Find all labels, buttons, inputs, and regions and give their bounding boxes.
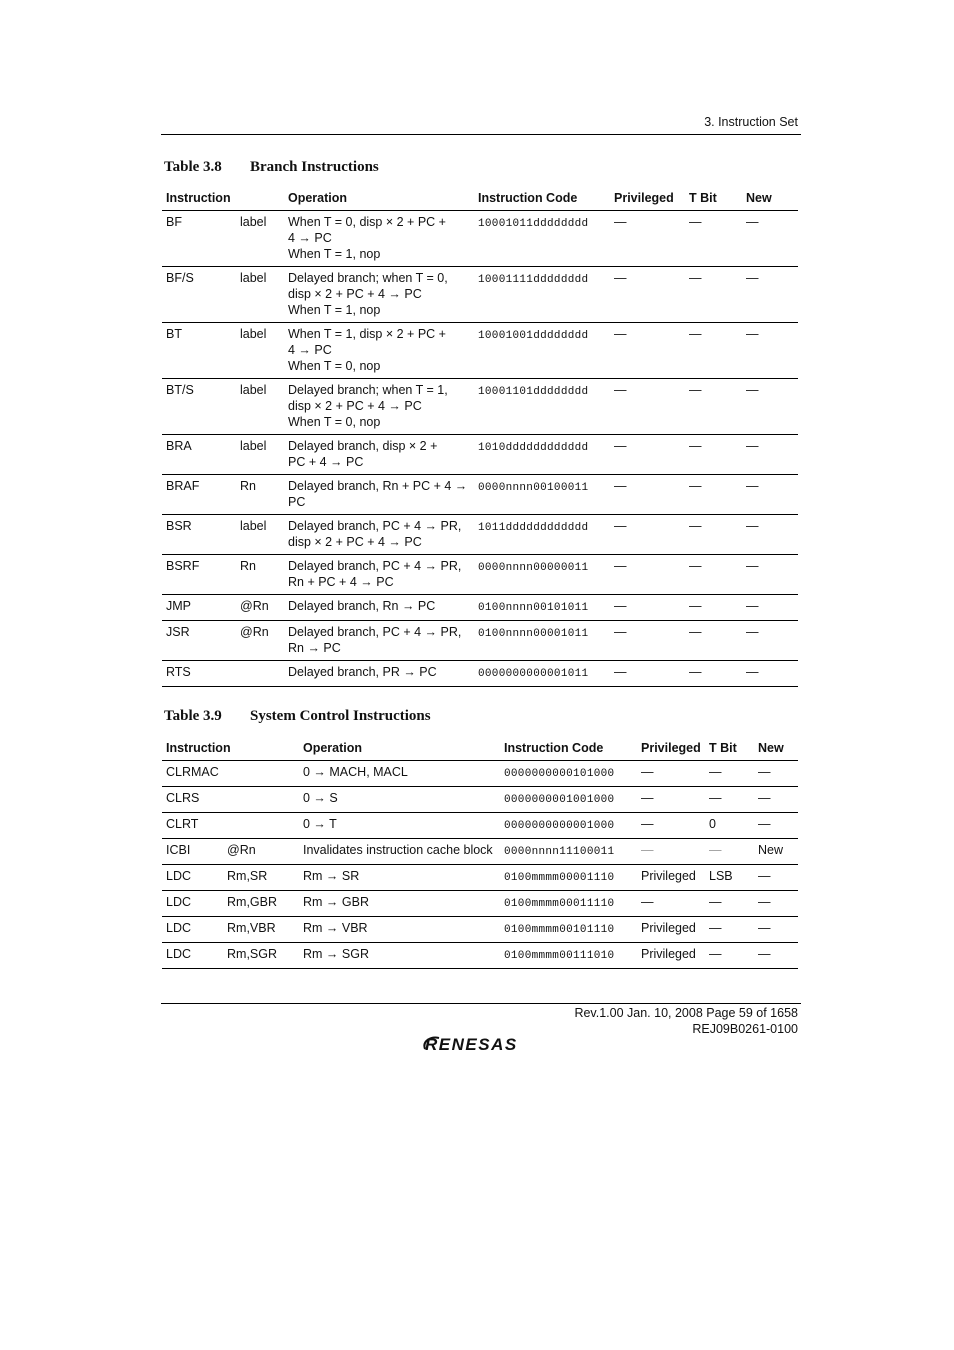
operation-line: Rn + PC + 4 → PC — [288, 575, 394, 589]
footer-rule — [161, 1003, 801, 1004]
col-header-instruction: Instruction — [162, 741, 299, 761]
t-bit-cell: — — [685, 621, 742, 661]
table-row — [162, 917, 798, 943]
operation-line: When T = 0, disp × 2 + PC + — [288, 215, 446, 229]
instruction-code-cell: 0100mmmm00101110 — [500, 917, 637, 943]
table-row — [162, 323, 798, 379]
table-row — [162, 595, 798, 621]
col-header-privileged: Privileged — [637, 741, 705, 761]
operand-cell: Rn — [236, 475, 284, 515]
new-cell: — — [754, 891, 798, 917]
privileged-cell: — — [637, 839, 705, 865]
operand-cell: label — [236, 211, 284, 267]
operation-line: disp × 2 + PC + 4 → PC — [288, 535, 422, 549]
privileged-cell: — — [610, 515, 685, 555]
operand-cell — [236, 661, 284, 687]
t-bit-cell: — — [685, 661, 742, 687]
col-header-privileged: Privileged — [610, 191, 685, 211]
table-header-row — [162, 741, 798, 761]
mnemonic-cell: RTS — [162, 661, 236, 687]
operation-line: PC — [288, 495, 306, 509]
privileged-cell: Privileged — [637, 943, 705, 969]
operand-cell: Rn — [236, 555, 284, 595]
operand-cell: @Rn — [236, 621, 284, 661]
new-cell: — — [754, 917, 798, 943]
mnemonic-cell: BRAF — [162, 475, 236, 515]
new-cell: — — [742, 435, 798, 475]
instruction-code-cell: 10001001dddddddd — [474, 323, 610, 379]
new-cell: — — [754, 787, 798, 813]
operation-cell — [284, 661, 474, 687]
table-header-row — [162, 191, 798, 211]
operation-cell — [284, 621, 474, 661]
mnemonic-cell: ICBI — [162, 839, 223, 865]
table-3-9-title: System Control Instructions — [250, 708, 431, 724]
col-header-operation: Operation — [299, 741, 500, 761]
table-row — [162, 435, 798, 475]
table-row — [162, 379, 798, 435]
logo-wordmark: RENESAS — [425, 1035, 518, 1054]
operation-cell — [284, 475, 474, 515]
header-rule — [161, 134, 801, 135]
new-cell: — — [742, 621, 798, 661]
mnemonic-cell: LDC — [162, 917, 223, 943]
table-row — [162, 267, 798, 323]
instruction-code-cell: 1010dddddddddddd — [474, 435, 610, 475]
table-row — [162, 891, 798, 917]
operation-line: 4 → PC — [288, 343, 332, 357]
privileged-cell: — — [610, 595, 685, 621]
t-bit-cell: — — [685, 475, 742, 515]
operand-cell — [223, 813, 299, 839]
privileged-cell: — — [610, 435, 685, 475]
mnemonic-cell: BT/S — [162, 379, 236, 435]
operation-line: Rn → PC — [288, 641, 341, 655]
table-row — [162, 761, 798, 787]
t-bit-cell: — — [705, 891, 754, 917]
new-cell: — — [742, 515, 798, 555]
col-header-new: New — [754, 741, 798, 761]
operand-cell: Rm,VBR — [223, 917, 299, 943]
operand-cell: Rm,SGR — [223, 943, 299, 969]
operation-line: Delayed branch, Rn + PC + 4 → — [288, 479, 468, 493]
instruction-code-cell: 0000nnnn00100011 — [474, 475, 610, 515]
privileged-cell: Privileged — [637, 865, 705, 891]
privileged-cell: — — [610, 211, 685, 267]
new-cell: — — [754, 761, 798, 787]
operation-line: 4 → PC — [288, 231, 332, 245]
table-3-8-number: Table 3.8 — [164, 159, 222, 175]
instruction-code-cell: 0000000000001011 — [474, 661, 610, 687]
instruction-code-cell: 10001011dddddddd — [474, 211, 610, 267]
operation-line: When T = 0, nop — [288, 415, 381, 429]
mnemonic-cell: JMP — [162, 595, 236, 621]
table-row — [162, 555, 798, 595]
mnemonic-cell: LDC — [162, 865, 223, 891]
mnemonic-cell: JSR — [162, 621, 236, 661]
operand-cell: label — [236, 435, 284, 475]
privileged-cell: — — [637, 813, 705, 839]
table-row — [162, 865, 798, 891]
mnemonic-cell: BF — [162, 211, 236, 267]
operation-line: disp × 2 + PC + 4 → PC — [288, 287, 422, 301]
operation-line: When T = 1, nop — [288, 303, 381, 317]
privileged-cell: — — [610, 661, 685, 687]
table-row — [162, 787, 798, 813]
operation-line: Delayed branch; when T = 1, — [288, 383, 448, 397]
privileged-cell: — — [637, 891, 705, 917]
privileged-cell: — — [610, 621, 685, 661]
new-cell: New — [754, 839, 798, 865]
operation-cell: 0 → S — [299, 787, 500, 813]
operation-cell — [284, 595, 474, 621]
col-header-instruction-code: Instruction Code — [500, 741, 637, 761]
operation-cell — [284, 323, 474, 379]
operation-line: Delayed branch, Rn → PC — [288, 599, 436, 613]
instruction-code-cell: 0100nnnn00101011 — [474, 595, 610, 621]
instruction-code-cell: 0100nnnn00001011 — [474, 621, 610, 661]
operand-cell — [223, 761, 299, 787]
operand-cell: @Rn — [223, 839, 299, 865]
table-3-9-number: Table 3.9 — [164, 708, 222, 724]
new-cell: — — [742, 661, 798, 687]
mnemonic-cell: BSRF — [162, 555, 236, 595]
new-cell: — — [742, 379, 798, 435]
mnemonic-cell: BRA — [162, 435, 236, 475]
t-bit-cell: — — [685, 379, 742, 435]
mnemonic-cell: LDC — [162, 943, 223, 969]
privileged-cell: — — [610, 555, 685, 595]
new-cell: — — [754, 813, 798, 839]
operand-cell: Rm,GBR — [223, 891, 299, 917]
t-bit-cell: — — [705, 839, 754, 865]
operand-cell: label — [236, 267, 284, 323]
privileged-cell: Privileged — [637, 917, 705, 943]
footer-revision-line: Rev.1.00 Jan. 10, 2008 Page 59 of 1658 — [574, 1006, 798, 1020]
mnemonic-cell: CLRT — [162, 813, 223, 839]
t-bit-cell: — — [685, 435, 742, 475]
operation-cell — [284, 211, 474, 267]
col-header-instruction: Instruction — [162, 191, 284, 211]
t-bit-cell: — — [685, 555, 742, 595]
privileged-cell: — — [610, 475, 685, 515]
privileged-cell: — — [610, 267, 685, 323]
system-control-instructions-table — [162, 741, 798, 969]
mnemonic-cell: BT — [162, 323, 236, 379]
operation-cell: 0 → MACH, MACL — [299, 761, 500, 787]
col-header-instruction-code: Instruction Code — [474, 191, 610, 211]
table-row — [162, 943, 798, 969]
new-cell: — — [742, 211, 798, 267]
operand-cell: label — [236, 323, 284, 379]
table-row — [162, 661, 798, 687]
table-3-9-caption — [164, 708, 431, 725]
t-bit-cell: — — [705, 917, 754, 943]
operation-line: When T = 0, nop — [288, 359, 381, 373]
operand-cell — [223, 787, 299, 813]
operation-line: Delayed branch; when T = 0, — [288, 271, 448, 285]
privileged-cell: — — [637, 787, 705, 813]
page-footer — [574, 1006, 798, 1037]
operation-cell: Rm → SGR — [299, 943, 500, 969]
table-3-8-title: Branch Instructions — [250, 159, 379, 175]
t-bit-cell: — — [685, 267, 742, 323]
footer-document-number: REJ09B0261-0100 — [692, 1021, 798, 1036]
privileged-cell: — — [610, 379, 685, 435]
operation-line: Delayed branch, disp × 2 + — [288, 439, 438, 453]
t-bit-cell: — — [705, 761, 754, 787]
table-row — [162, 621, 798, 661]
new-cell: — — [754, 865, 798, 891]
col-header-new: New — [742, 191, 798, 211]
new-cell: — — [742, 555, 798, 595]
operation-cell: Rm → VBR — [299, 917, 500, 943]
table-row — [162, 813, 798, 839]
operation-cell — [284, 379, 474, 435]
operation-line: Delayed branch, PC + 4 → PR, — [288, 559, 462, 573]
table-row — [162, 211, 798, 267]
instruction-code-cell: 1011dddddddddddd — [474, 515, 610, 555]
new-cell: — — [742, 595, 798, 621]
instruction-code-cell: 0000000001001000 — [500, 787, 637, 813]
mnemonic-cell: LDC — [162, 891, 223, 917]
t-bit-cell: — — [685, 595, 742, 621]
mnemonic-cell: BSR — [162, 515, 236, 555]
new-cell: — — [742, 267, 798, 323]
renesas-logo — [421, 1033, 543, 1055]
instruction-code-cell: 0100mmmm00011110 — [500, 891, 637, 917]
operation-cell: Invalidates instruction cache block — [299, 839, 500, 865]
table-row — [162, 475, 798, 515]
privileged-cell: — — [637, 761, 705, 787]
operand-cell: @Rn — [236, 595, 284, 621]
table-row — [162, 515, 798, 555]
operation-cell — [284, 515, 474, 555]
operation-cell: Rm → SR — [299, 865, 500, 891]
operation-cell — [284, 435, 474, 475]
col-header-t-bit: T Bit — [685, 191, 742, 211]
table-row — [162, 839, 798, 865]
table-3-8-caption — [164, 159, 379, 176]
t-bit-cell: — — [685, 515, 742, 555]
mnemonic-cell: CLRS — [162, 787, 223, 813]
page-header-section: 3. Instruction Set — [704, 115, 798, 129]
privileged-cell: — — [610, 323, 685, 379]
operation-cell — [284, 267, 474, 323]
mnemonic-cell: CLRMAC — [162, 761, 223, 787]
new-cell: — — [742, 323, 798, 379]
t-bit-cell: 0 — [705, 813, 754, 839]
operation-line: Delayed branch, PR → PC — [288, 665, 437, 679]
instruction-code-cell: 0000000000001000 — [500, 813, 637, 839]
col-header-operation: Operation — [284, 191, 474, 211]
operation-line: When T = 1, disp × 2 + PC + — [288, 327, 446, 341]
t-bit-cell: LSB — [705, 865, 754, 891]
instruction-code-cell: 0100mmmm00001110 — [500, 865, 637, 891]
t-bit-cell: — — [685, 323, 742, 379]
operation-line: Delayed branch, PC + 4 → PR, — [288, 519, 462, 533]
operation-cell: 0 → T — [299, 813, 500, 839]
col-header-t-bit: T Bit — [705, 741, 754, 761]
t-bit-cell: — — [705, 943, 754, 969]
instruction-code-cell: 0000000000101000 — [500, 761, 637, 787]
operand-cell: label — [236, 515, 284, 555]
operation-line: PC + 4 → PC — [288, 455, 364, 469]
operand-cell: Rm,SR — [223, 865, 299, 891]
instruction-code-cell: 0000nnnn00000011 — [474, 555, 610, 595]
instruction-code-cell: 0100mmmm00111010 — [500, 943, 637, 969]
operation-line: Delayed branch, PC + 4 → PR, — [288, 625, 462, 639]
t-bit-cell: — — [685, 211, 742, 267]
new-cell: — — [754, 943, 798, 969]
operation-line: disp × 2 + PC + 4 → PC — [288, 399, 422, 413]
operand-cell: label — [236, 379, 284, 435]
new-cell: — — [742, 475, 798, 515]
instruction-code-cell: 10001111dddddddd — [474, 267, 610, 323]
operation-cell — [284, 555, 474, 595]
operation-cell: Rm → GBR — [299, 891, 500, 917]
instruction-code-cell: 0000nnnn11100011 — [500, 839, 637, 865]
instruction-code-cell: 10001101dddddddd — [474, 379, 610, 435]
branch-instructions-table — [162, 191, 798, 687]
t-bit-cell: — — [705, 787, 754, 813]
operation-line: When T = 1, nop — [288, 247, 381, 261]
mnemonic-cell: BF/S — [162, 267, 236, 323]
